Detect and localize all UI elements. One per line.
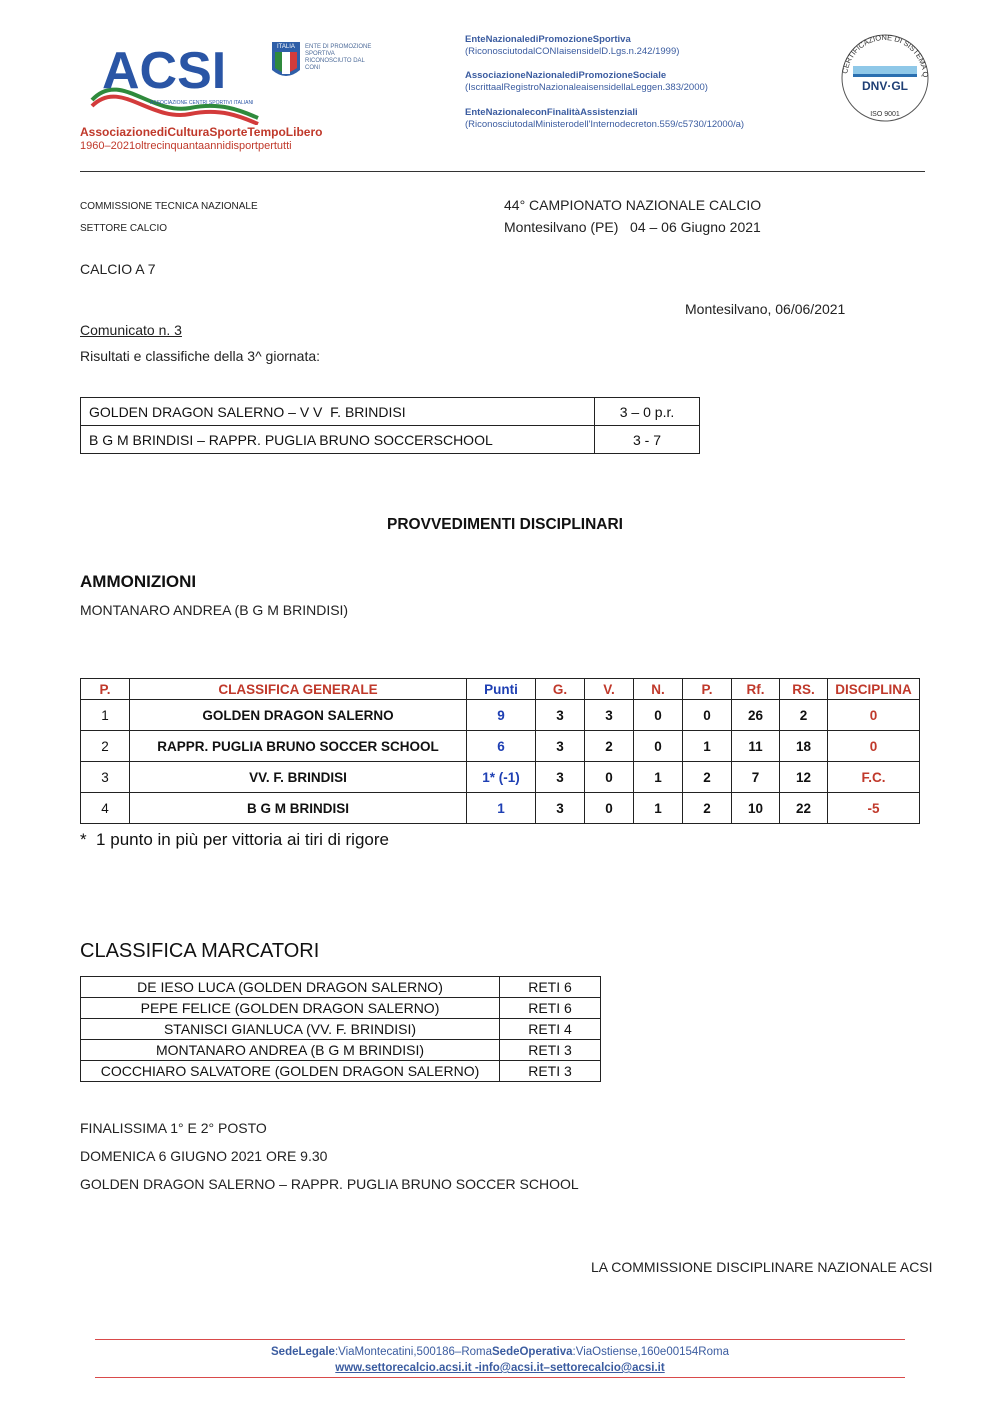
table-row (81, 793, 920, 824)
drawn-cell: 0 (634, 700, 683, 731)
italia-coni-badge (272, 42, 372, 90)
col-won: V. (585, 679, 634, 700)
team-cell: VV. F. BRINDISI (130, 762, 467, 793)
results-intro: Risultati e classifiche della 3^ giornata: (80, 348, 321, 364)
discipline-cell: -5 (828, 793, 920, 824)
won-cell: 0 (585, 762, 634, 793)
results-table (80, 397, 700, 454)
discipline-title: PROVVEDIMENTI DISCIPLINARI (387, 516, 623, 533)
scorer-name: PEPE FELICE (GOLDEN DRAGON SALERNO) (81, 998, 500, 1019)
played-cell: 3 (536, 762, 585, 793)
final-datetime: DOMENICA 6 GIUGNO 2021 ORE 9.30 (80, 1148, 328, 1164)
score-cell: 3 – 0 p.r. (595, 398, 700, 426)
table-row (81, 1040, 601, 1061)
goals-against-cell: 18 (780, 731, 828, 762)
sector-label: SETTORE CALCIO (80, 223, 168, 234)
scorer-goals: RETI 3 (500, 1040, 601, 1061)
discipline-cell: 0 (828, 700, 920, 731)
association-name: AssociazionediCulturaSporteTempoLibero (80, 125, 323, 139)
drawn-cell: 1 (634, 793, 683, 824)
goals-against-cell: 12 (780, 762, 828, 793)
team-cell: GOLDEN DRAGON SALERNO (130, 700, 467, 731)
scorer-name: DE IESO LUCA (GOLDEN DRAGON SALERNO) (81, 977, 500, 998)
header-entity-2-sub: (IscrittaalRegistroNazionaleaisensidellaLeggen.383/2000) (465, 82, 708, 93)
position-cell: 3 (81, 762, 130, 793)
col-discipline: DISCIPLINA (828, 679, 920, 700)
played-cell: 3 (536, 700, 585, 731)
goals-for-cell: 10 (732, 793, 780, 824)
col-goals-against: RS. (780, 679, 828, 700)
col-points: Punti (467, 679, 536, 700)
scorers-table (80, 976, 601, 1082)
footer-contacts[interactable] (0, 1362, 1000, 1374)
table-row (81, 1019, 601, 1040)
header-entity-3-title: EnteNazionaleconFinalitàAssistenziali (465, 107, 638, 118)
scorer-name: STANISCI GIANLUCA (VV. F. BRINDISI) (81, 1019, 500, 1040)
header-entity-2-title: AssociazioneNazionalediPromozioneSociale (465, 70, 667, 81)
match-cell: GOLDEN DRAGON SALERNO – V V F. BRINDISI (81, 398, 595, 426)
discipline-cell: 0 (828, 731, 920, 762)
footer-address (0, 1346, 1000, 1358)
drawn-cell: 1 (634, 762, 683, 793)
scorer-goals: RETI 6 (500, 977, 601, 998)
svg-text:DNV·GL: DNV·GL (862, 79, 908, 93)
header-entity-3-sub: (RiconosciutodalMinisterodell'Internodecreton.559/c5730/12000/a) (465, 119, 745, 130)
team-cell: B G M BRINDISI (130, 793, 467, 824)
match-cell: B G M BRINDISI – RAPPR. PUGLIA BRUNO SOCCERSCHOOL (81, 426, 595, 454)
score-cell: 3 - 7 (595, 426, 700, 454)
table-row (81, 398, 700, 426)
table-row (81, 700, 920, 731)
sede-legale-label: SedeLegale (271, 1346, 335, 1358)
goals-against-cell: 2 (780, 700, 828, 731)
ammonizioni-title: AMMONIZIONI (80, 572, 197, 591)
drawn-cell: 0 (634, 731, 683, 762)
header-divider (80, 171, 925, 172)
table-row (81, 731, 920, 762)
lost-cell: 1 (683, 731, 732, 762)
sede-operativa: :ViaOstiense,160e00154Roma (572, 1346, 729, 1358)
position-cell: 2 (81, 731, 130, 762)
scorer-goals: RETI 3 (500, 1061, 601, 1082)
goals-for-cell: 11 (732, 731, 780, 762)
points-cell: 1 (467, 793, 536, 824)
points-cell: 6 (467, 731, 536, 762)
points-cell: 1* (-1) (467, 762, 536, 793)
svg-text:ISO 9001: ISO 9001 (870, 111, 900, 118)
played-cell: 3 (536, 793, 585, 824)
scorer-goals: RETI 4 (500, 1019, 601, 1040)
standings-table (80, 678, 920, 824)
table-row (81, 1061, 601, 1082)
header-entity-3 (465, 107, 825, 131)
final-title: FINALISSIMA 1° E 2° POSTO (80, 1120, 267, 1136)
commission-label: COMMISSIONE TECNICA NAZIONALE (80, 201, 258, 212)
table-row (81, 426, 700, 454)
final-match: GOLDEN DRAGON SALERNO – RAPPR. PUGLIA BRUNO SOCCER SCHOOL (80, 1176, 579, 1192)
lost-cell: 2 (683, 762, 732, 793)
standings-header (81, 679, 920, 700)
footer-divider-bottom (95, 1377, 905, 1378)
dnv-certification-seal (835, 28, 935, 123)
scorer-name: MONTANARO ANDREA (B G M BRINDISI) (81, 1040, 500, 1061)
footer-web-links[interactable]: www.settorecalcio.acsi.it -info@acsi.it–settorecalcio@acsi.it (335, 1362, 665, 1374)
won-cell: 0 (585, 793, 634, 824)
signature: LA COMMISSIONE DISCIPLINARE NAZIONALE ACSI (591, 1259, 933, 1275)
header-entity-1 (465, 34, 825, 58)
col-position: P. (81, 679, 130, 700)
championship-title: 44° CAMPIONATO NAZIONALE CALCIO (504, 197, 762, 213)
venue-dates: Montesilvano (PE) 04 – 06 Giugno 2021 (504, 219, 761, 235)
place-date: Montesilvano, 06/06/2021 (685, 301, 846, 317)
footer-divider-top (95, 1339, 905, 1340)
won-cell: 3 (585, 700, 634, 731)
goals-against-cell: 22 (780, 793, 828, 824)
lost-cell: 0 (683, 700, 732, 731)
sede-operativa-label: SedeOperativa (492, 1346, 573, 1358)
association-tagline: 1960–2021oltrecinquantaannidisportpertutti (80, 140, 292, 152)
svg-text:ACSI: ACSI (102, 42, 227, 100)
col-played: G. (536, 679, 585, 700)
italia-label: ITALIA (277, 44, 295, 50)
lost-cell: 2 (683, 793, 732, 824)
italia-text: ENTE DI PROMOZIONE SPORTIVA RICONOSCIUTO DAL CONI (305, 44, 372, 71)
standings-note: * 1 punto in più per vittoria ai tiri di rigore (80, 830, 389, 849)
col-lost: P. (683, 679, 732, 700)
team-cell: RAPPR. PUGLIA BRUNO SOCCER SCHOOL (130, 731, 467, 762)
discipline-cell: F.C. (828, 762, 920, 793)
goals-for-cell: 7 (732, 762, 780, 793)
table-row (81, 977, 601, 998)
header-entity-2 (465, 70, 825, 94)
sede-legale: :ViaMontecatini,500186–Roma (334, 1346, 492, 1358)
col-goals-for: Rf. (732, 679, 780, 700)
comunicato-number: Comunicato n. 3 (80, 322, 182, 338)
ammonizioni-entry: MONTANARO ANDREA (B G M BRINDISI) (80, 602, 349, 618)
scorer-goals: RETI 6 (500, 998, 601, 1019)
played-cell: 3 (536, 731, 585, 762)
svg-text:CERTIFICAZIONE DI SISTEMA QUAL: CERTIFICAZIONE DI SISTEMA Q (840, 32, 931, 78)
position-cell: 1 (81, 700, 130, 731)
table-row (81, 998, 601, 1019)
col-team: CLASSIFICA GENERALE (130, 679, 467, 700)
col-drawn: N. (634, 679, 683, 700)
acsi-logo (90, 30, 260, 125)
category-label: CALCIO A 7 (80, 261, 156, 277)
table-row (81, 762, 920, 793)
points-cell: 9 (467, 700, 536, 731)
scorer-name: COCCHIARO SALVATORE (GOLDEN DRAGON SALERNO) (81, 1061, 500, 1082)
header-entity-1-sub: (RiconosciutodalCONIaisensidelD.Lgs.n.242/1999) (465, 46, 680, 57)
won-cell: 2 (585, 731, 634, 762)
header-entity-1-title: EnteNazionalediPromozioneSportiva (465, 34, 631, 45)
svg-text:ASSOCIAZIONE CENTRI SPORTIVI I: ASSOCIAZIONE CENTRI SPORTIVI ITALIANI (150, 100, 254, 106)
scorers-title: CLASSIFICA MARCATORI (80, 940, 320, 962)
position-cell: 4 (81, 793, 130, 824)
goals-for-cell: 26 (732, 700, 780, 731)
